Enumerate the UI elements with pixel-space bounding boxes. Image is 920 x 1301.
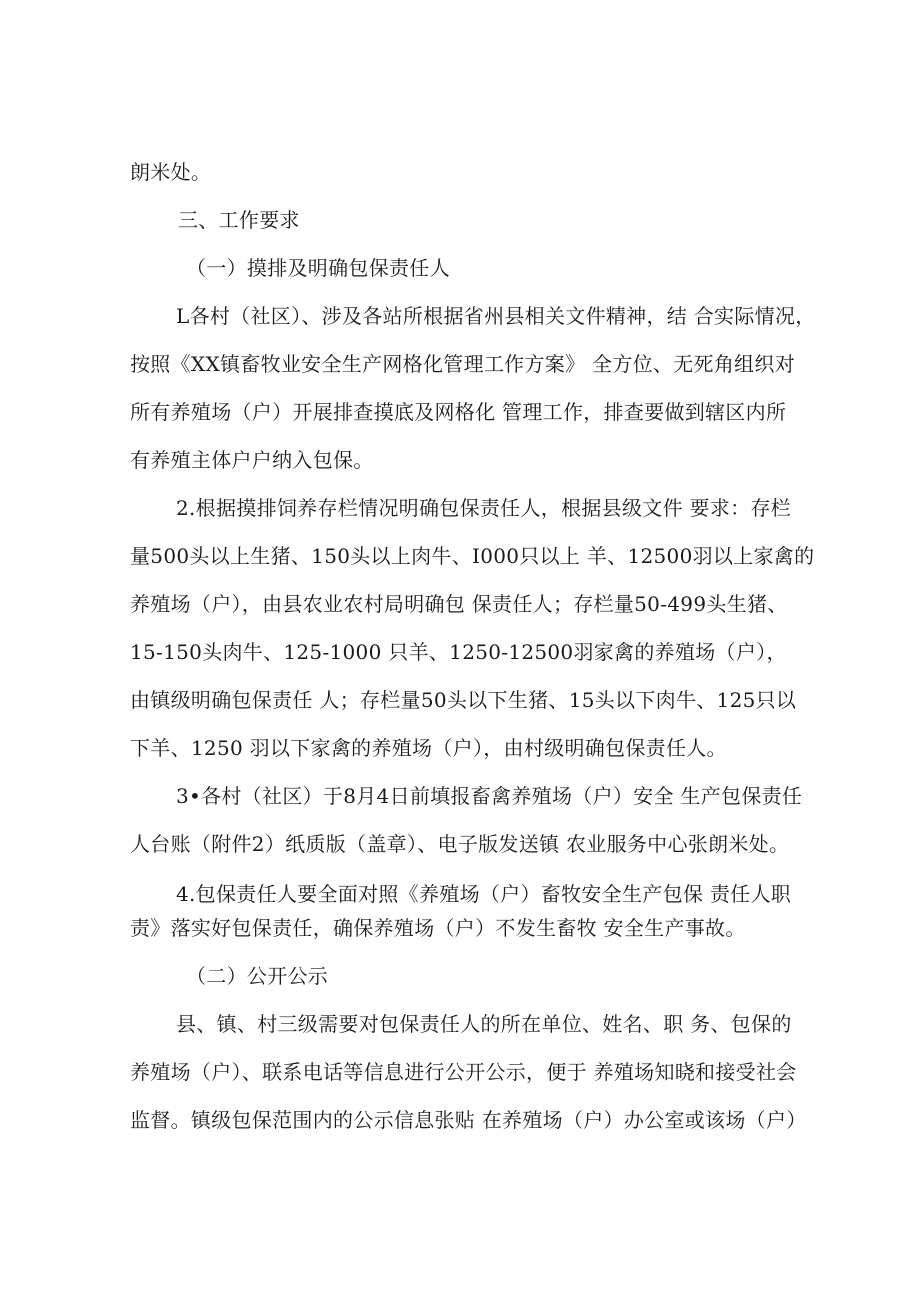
section-heading-work-requirements: 三、工作要求 bbox=[178, 208, 300, 232]
text-line-12: 由镇级明确包保责任 人；存栏量50头以下生猪、15头以下肉牛、125只以 bbox=[130, 688, 797, 712]
text-line-14: 3•各村（社区）于8月4日前填报畜禽养殖场（户）安全 生产包保责任 bbox=[176, 784, 803, 808]
text-line-10: 养殖场（户），由县农业农村局明确包 保责任人；存栏量50-499头生猪、 bbox=[130, 592, 788, 616]
text-line-17: 责》落实好包保责任，确保养殖场（户）不发生畜牧 安全生产事故。 bbox=[130, 916, 746, 940]
text-line-16: 4.包保责任人要全面对照《养殖场（户）畜牧安全生产包保 责任人职 bbox=[176, 882, 792, 906]
text-line-11: 15-150头肉牛、125-1000 只羊、1250-12500羽家禽的养殖场（户）， bbox=[130, 640, 787, 664]
text-line-13: 下羊、1250 羽以下家禽的养殖场（户），由村级明确包保责任人。 bbox=[130, 736, 727, 760]
text-line-4: L各村（社区）、涉及各站所根据省州县相关文件精神，结 合实际情况， bbox=[176, 304, 816, 328]
text-line-9: 量500头以上生猪、150头以上肉牛、I000只以上 羊、12500羽以上家禽的 bbox=[130, 544, 815, 568]
text-line-15: 人台账（附件2）纸质版（盖章）、电子版发送镇 农业服务中心张朗米处。 bbox=[130, 832, 790, 856]
text-line-5: 按照《XX镇畜牧业安全生产网格化管理工作方案》 全方位、无死角组织对 bbox=[130, 352, 796, 376]
text-line-20: 养殖场（户）、联系电话等信息进行公开公示，便于 养殖场知晓和接受社会 bbox=[130, 1060, 797, 1084]
text-line-8: 2.根据摸排饲养存栏情况明确包保责任人，根据县级文件 要求：存栏 bbox=[176, 496, 792, 520]
text-line-1: 朗米处。 bbox=[130, 160, 212, 184]
text-line-21: 监督。镇级包保范围内的公示信息张贴 在养殖场（户）办公室或该场（户） bbox=[130, 1108, 807, 1132]
text-line-19: 县、镇、村三级需要对包保责任人的所在单位、姓名、职 务、包保的 bbox=[176, 1012, 792, 1036]
subsection-heading-1: （一）摸排及明确包保责任人 bbox=[186, 256, 450, 280]
text-line-6: 所有养殖场（户）开展排查摸底及网格化 管理工作，排查要做到辖区内所 bbox=[130, 400, 787, 424]
subsection-heading-2: （二）公开公示 bbox=[186, 964, 329, 988]
text-line-7: 有养殖主体户户纳入包保。 bbox=[130, 448, 374, 472]
